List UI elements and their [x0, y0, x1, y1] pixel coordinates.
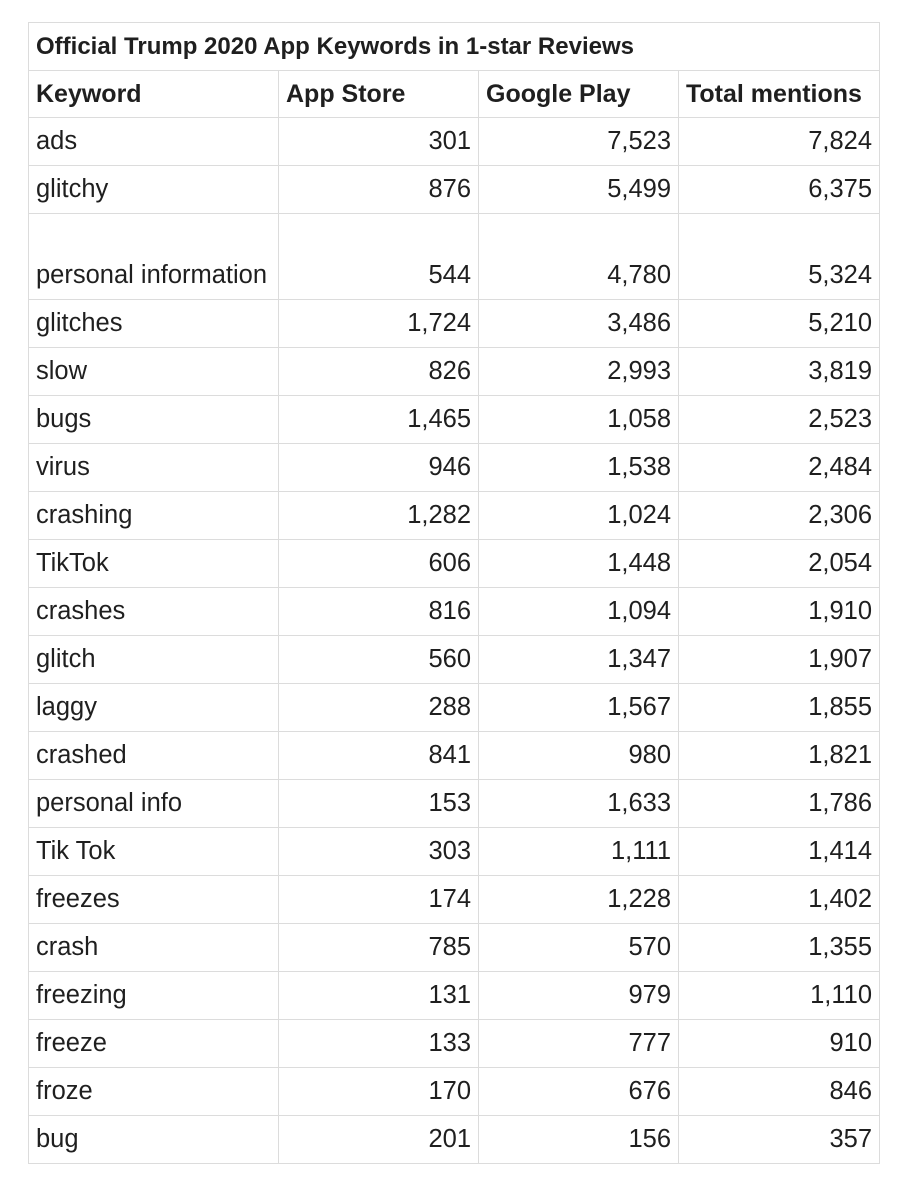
- keyword-cell: [29, 348, 279, 396]
- app-store-value: 133: [428, 1029, 471, 1057]
- google-play-cell: [479, 636, 679, 684]
- total-mentions-cell: [679, 828, 880, 876]
- column-header-app-store: App Store: [279, 71, 479, 118]
- total-mentions-value: 1,910: [808, 597, 872, 625]
- table-row: [29, 972, 880, 1020]
- total-mentions-cell: [679, 118, 880, 166]
- app-store-value: 606: [428, 549, 471, 577]
- keyword-cell: [29, 396, 279, 444]
- total-mentions-value: 1,355: [808, 933, 872, 961]
- app-store-value: 946: [428, 453, 471, 481]
- keyword-value: bug: [36, 1125, 79, 1153]
- keyword-value: bugs: [36, 405, 92, 433]
- keyword-cell: [29, 828, 279, 876]
- keyword-cell: [29, 972, 279, 1020]
- column-header-total-mentions: Total mentions: [679, 71, 880, 118]
- google-play-value: 1,058: [607, 405, 671, 433]
- app-store-cell: [279, 166, 479, 214]
- table-row: [29, 636, 880, 684]
- total-mentions-value: 2,484: [808, 453, 872, 481]
- table-title: Official Trump 2020 App Keywords in 1-star Reviews: [29, 23, 880, 71]
- app-store-cell: [279, 1020, 479, 1068]
- keyword-value: slow: [36, 357, 88, 385]
- keyword-cell: [29, 300, 279, 348]
- total-mentions-value: 5,324: [808, 261, 872, 289]
- total-mentions-cell: [679, 540, 880, 588]
- table-row: [29, 1020, 880, 1068]
- keyword-value: ads: [36, 127, 78, 155]
- google-play-cell: [479, 684, 679, 732]
- google-play-cell: [479, 780, 679, 828]
- app-store-cell: [279, 1068, 479, 1116]
- total-mentions-value: 2,306: [808, 501, 872, 529]
- table-row: [29, 588, 880, 636]
- total-mentions-cell: [679, 1020, 880, 1068]
- table-row: [29, 540, 880, 588]
- table-header-row: [29, 71, 880, 118]
- app-store-value: 785: [428, 933, 471, 961]
- app-store-cell: [279, 876, 479, 924]
- keyword-value: froze: [36, 1077, 93, 1105]
- total-mentions-cell: [679, 1068, 880, 1116]
- google-play-cell: [479, 540, 679, 588]
- google-play-value: 1,024: [607, 501, 671, 529]
- table-row: [29, 828, 880, 876]
- google-play-value: 1,567: [607, 693, 671, 721]
- google-play-cell: [479, 396, 679, 444]
- keyword-cell: [29, 876, 279, 924]
- app-store-value: 560: [428, 645, 471, 673]
- total-mentions-cell: [679, 972, 880, 1020]
- app-store-cell: [279, 732, 479, 780]
- app-store-cell: [279, 636, 479, 684]
- keyword-value: glitches: [36, 309, 123, 337]
- google-play-cell: [479, 444, 679, 492]
- total-mentions-value: 1,786: [808, 789, 872, 817]
- app-store-cell: [279, 444, 479, 492]
- table-row: [29, 1116, 880, 1164]
- app-store-cell: [279, 972, 479, 1020]
- total-mentions-cell: [679, 348, 880, 396]
- google-play-value: 1,228: [607, 885, 671, 913]
- google-play-cell: [479, 732, 679, 780]
- keyword-value: glitchy: [36, 175, 109, 203]
- google-play-value: 676: [628, 1077, 671, 1105]
- column-header-keyword: Keyword: [29, 71, 279, 118]
- total-mentions-value: 1,110: [810, 981, 872, 1009]
- app-store-cell: [279, 588, 479, 636]
- app-store-cell: [279, 492, 479, 540]
- total-mentions-value: 2,054: [808, 549, 872, 577]
- total-mentions-cell: [679, 876, 880, 924]
- google-play-value: 156: [628, 1125, 671, 1153]
- google-play-cell: [479, 1116, 679, 1164]
- google-play-cell: [479, 876, 679, 924]
- google-play-value: 2,993: [607, 357, 671, 385]
- table-row: [29, 876, 880, 924]
- total-mentions-value: 846: [829, 1077, 872, 1105]
- table-body: [29, 118, 880, 1164]
- google-play-cell: [479, 166, 679, 214]
- google-play-cell: [479, 972, 679, 1020]
- total-mentions-cell: [679, 396, 880, 444]
- keyword-value: crash: [36, 933, 99, 961]
- app-store-cell: [279, 348, 479, 396]
- google-play-value: 1,448: [607, 549, 671, 577]
- table-row: [29, 348, 880, 396]
- table-row: [29, 924, 880, 972]
- total-mentions-value: 2,523: [808, 405, 872, 433]
- keyword-value: crashes: [36, 597, 126, 625]
- google-play-value: 979: [628, 981, 671, 1009]
- app-store-value: 288: [428, 693, 471, 721]
- total-mentions-cell: [679, 636, 880, 684]
- google-play-cell: [479, 300, 679, 348]
- table-row: [29, 444, 880, 492]
- app-store-cell: [279, 1116, 479, 1164]
- table-row: [29, 214, 880, 300]
- total-mentions-cell: [679, 300, 880, 348]
- google-play-value: 4,780: [607, 261, 671, 289]
- keyword-cell: [29, 684, 279, 732]
- keyword-value: glitch: [36, 645, 96, 673]
- total-mentions-value: 1,402: [808, 885, 872, 913]
- keyword-cell: [29, 166, 279, 214]
- keyword-value: virus: [36, 453, 90, 481]
- app-store-cell: [279, 214, 479, 300]
- app-store-value: 301: [428, 127, 471, 155]
- app-store-cell: [279, 118, 479, 166]
- total-mentions-value: 3,819: [808, 357, 872, 385]
- total-mentions-value: 910: [829, 1029, 872, 1057]
- table-row: [29, 396, 880, 444]
- table-row: [29, 780, 880, 828]
- google-play-value: 1,633: [607, 789, 671, 817]
- app-store-value: 303: [428, 837, 471, 865]
- keyword-cell: [29, 444, 279, 492]
- table-row: [29, 492, 880, 540]
- app-store-cell: [279, 300, 479, 348]
- google-play-cell: [479, 588, 679, 636]
- google-play-value: 777: [628, 1029, 671, 1057]
- google-play-cell: [479, 828, 679, 876]
- column-header-google-play: Google Play: [479, 71, 679, 118]
- google-play-cell: [479, 924, 679, 972]
- total-mentions-value: 1,855: [808, 693, 872, 721]
- app-store-value: 544: [428, 261, 471, 289]
- table-row: [29, 166, 880, 214]
- app-store-value: 201: [428, 1125, 471, 1153]
- google-play-value: 1,111: [610, 837, 671, 865]
- google-play-value: 1,094: [607, 597, 671, 625]
- google-play-cell: [479, 492, 679, 540]
- total-mentions-cell: [679, 924, 880, 972]
- keyword-cell: [29, 1116, 279, 1164]
- google-play-value: 1,538: [607, 453, 671, 481]
- app-store-cell: [279, 396, 479, 444]
- total-mentions-cell: [679, 684, 880, 732]
- app-store-value: 170: [428, 1077, 471, 1105]
- total-mentions-cell: [679, 588, 880, 636]
- google-play-cell: [479, 1020, 679, 1068]
- keyword-value: freezes: [36, 885, 120, 913]
- keyword-cell: [29, 924, 279, 972]
- total-mentions-value: 1,907: [808, 645, 872, 673]
- table-row: [29, 732, 880, 780]
- total-mentions-value: 6,375: [808, 175, 872, 203]
- total-mentions-cell: [679, 732, 880, 780]
- google-play-value: 5,499: [607, 175, 671, 203]
- app-store-cell: [279, 540, 479, 588]
- keyword-cell: [29, 1020, 279, 1068]
- table-row: [29, 300, 880, 348]
- keyword-cell: [29, 588, 279, 636]
- google-play-value: 1,347: [607, 645, 671, 673]
- google-play-cell: [479, 1068, 679, 1116]
- app-store-value: 1,282: [407, 501, 471, 529]
- total-mentions-cell: [679, 214, 880, 300]
- app-store-value: 816: [428, 597, 471, 625]
- table-row: [29, 118, 880, 166]
- google-play-cell: [479, 118, 679, 166]
- google-play-value: 7,523: [607, 127, 671, 155]
- google-play-value: 3,486: [607, 309, 671, 337]
- keyword-value: crashing: [36, 501, 133, 529]
- keyword-cell: [29, 636, 279, 684]
- app-store-value: 826: [428, 357, 471, 385]
- keyword-cell: [29, 118, 279, 166]
- google-play-cell: [479, 214, 679, 300]
- total-mentions-cell: [679, 780, 880, 828]
- app-store-value: 153: [428, 789, 471, 817]
- total-mentions-cell: [679, 166, 880, 214]
- keyword-value: TikTok: [36, 549, 109, 577]
- keyword-value: laggy: [36, 693, 97, 721]
- total-mentions-value: 1,414: [808, 837, 872, 865]
- keyword-value: personal information: [36, 261, 268, 289]
- keyword-cell: [29, 1068, 279, 1116]
- table-row: [29, 684, 880, 732]
- google-play-value: 980: [628, 741, 671, 769]
- keyword-cell: [29, 214, 279, 300]
- table-row: [29, 1068, 880, 1116]
- keyword-cell: [29, 540, 279, 588]
- keyword-value: freeze: [36, 1029, 107, 1057]
- keyword-value: crashed: [36, 741, 127, 769]
- keyword-value: freezing: [36, 981, 127, 1009]
- app-store-value: 1,465: [407, 405, 471, 433]
- app-store-value: 174: [428, 885, 471, 913]
- keyword-value: Tik Tok: [36, 837, 116, 865]
- app-store-value: 876: [428, 175, 471, 203]
- total-mentions-cell: [679, 1116, 880, 1164]
- app-store-value: 131: [428, 981, 471, 1009]
- app-store-cell: [279, 828, 479, 876]
- keyword-value: personal info: [36, 789, 183, 817]
- google-play-value: 570: [628, 933, 671, 961]
- google-play-cell: [479, 348, 679, 396]
- total-mentions-cell: [679, 492, 880, 540]
- total-mentions-cell: [679, 444, 880, 492]
- app-store-cell: [279, 684, 479, 732]
- app-store-cell: [279, 924, 479, 972]
- keyword-cell: [29, 492, 279, 540]
- app-store-value: 1,724: [407, 309, 471, 337]
- app-store-value: 841: [428, 741, 471, 769]
- keyword-cell: [29, 732, 279, 780]
- app-store-cell: [279, 780, 479, 828]
- keyword-cell: [29, 780, 279, 828]
- total-mentions-value: 5,210: [808, 309, 872, 337]
- total-mentions-value: 357: [829, 1125, 872, 1153]
- total-mentions-value: 7,824: [808, 127, 872, 155]
- total-mentions-value: 1,821: [808, 741, 872, 769]
- keywords-table: [28, 22, 880, 1164]
